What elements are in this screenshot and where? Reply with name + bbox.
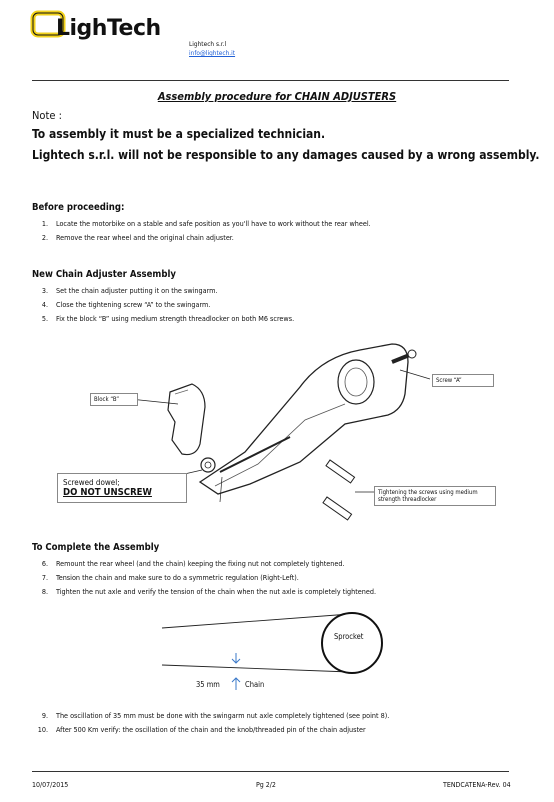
chain-tension-diagram [0, 608, 554, 698]
company-email-link[interactable]: info@lightech.it [189, 49, 236, 57]
dowel-warning: DO NOT UNSCREW [63, 487, 152, 498]
before-heading: Before proceeding: [32, 202, 125, 213]
company-name: Lightech s.r.l [189, 40, 227, 48]
list-item [32, 573, 299, 582]
logo [30, 6, 190, 46]
list-item [32, 587, 376, 596]
list-item-text: Remount the rear wheel (and the chain) keeping the fixing nut not completely tightened. [56, 559, 345, 568]
list-item-text: Tension the chain and make sure to do a symmetric regulation (Right-Left). [56, 573, 299, 582]
note-label: Note : [32, 109, 62, 122]
list-item-number: 7. [41, 573, 48, 582]
complete-heading: To Complete the Assembly [32, 542, 160, 553]
header-divider [32, 80, 509, 81]
list-item-text: Remove the rear wheel and the original chain adjuster. [56, 233, 234, 242]
up-arrow-icon [232, 678, 240, 690]
list-item-number: 8. [41, 587, 48, 596]
list-item-text: Set the chain adjuster putting it on the swingarm. [56, 286, 218, 295]
footer-revision: TENDCATENA-Rev. 04 [443, 781, 511, 789]
list-item-number: 4. [41, 300, 48, 309]
list-item-text: Fix the block “B” using medium strength threadlocker on both M6 screws. [56, 314, 295, 323]
warning-technician: To assembly it must be a specialized technician. [32, 127, 326, 141]
list-item-number: 5. [41, 314, 48, 323]
list-item [32, 219, 371, 228]
page-title: Assembly procedure for CHAIN ADJUSTERS [157, 90, 397, 103]
logo-text: LighTech [56, 16, 161, 41]
list-item-text: After 500 Km verify: the oscillation of the chain and the knob/threaded pin of the chain adjuster [56, 725, 366, 734]
list-item [32, 725, 366, 734]
dowel-note: Screwed dowel; [63, 478, 120, 487]
down-arrow-icon [232, 653, 240, 663]
list-item [32, 300, 210, 309]
warning-liability: Lightech s.r.l. will not be responsible to any damages caused by a wrong assembly. [32, 148, 540, 162]
footer-divider [32, 771, 509, 772]
measurement-label: 35 mm [196, 680, 220, 689]
list-item [32, 286, 217, 295]
dowel-callout [57, 473, 187, 503]
screw-a-label: Screw “A” [432, 374, 494, 387]
tightening-note-line2: strength threadlocker [378, 496, 437, 503]
list-item [32, 233, 234, 242]
list-item-number: 10. [37, 725, 48, 734]
list-item-number: 3. [41, 286, 48, 295]
list-item-text: Tighten the nut axle and verify the tension of the chain when the nut axle is completely tightened. [56, 587, 377, 596]
list-item-text: The oscillation of 35 mm must be done with the swingarm nut axle completely tightened (see point 8). [56, 711, 390, 720]
footer-date: 10/07/2015 [32, 781, 69, 789]
chain-label: Chain [245, 680, 265, 689]
list-item [32, 711, 389, 720]
list-item-number: 2. [41, 233, 48, 242]
list-item-text: Locate the motorbike on a stable and safe position as you'll have to work without the rear wheel. [56, 219, 371, 228]
list-item-number: 6. [41, 559, 48, 568]
assembly-heading: New Chain Adjuster Assembly [32, 269, 176, 280]
footer-page-number: Pg 2/2 [256, 781, 276, 789]
sprocket-label: Sprocket [334, 632, 364, 641]
tightening-callout [374, 486, 496, 506]
list-item [32, 314, 294, 323]
block-b-label: Block “B” [90, 393, 138, 406]
list-item-text: Close the tightening screw “A” to the swingarm. [56, 300, 211, 309]
list-item-number: 9. [41, 711, 48, 720]
tightening-note-line1: Tightening the screws using medium [378, 489, 478, 496]
list-item-number: 1. [41, 219, 48, 228]
list-item [32, 559, 345, 568]
